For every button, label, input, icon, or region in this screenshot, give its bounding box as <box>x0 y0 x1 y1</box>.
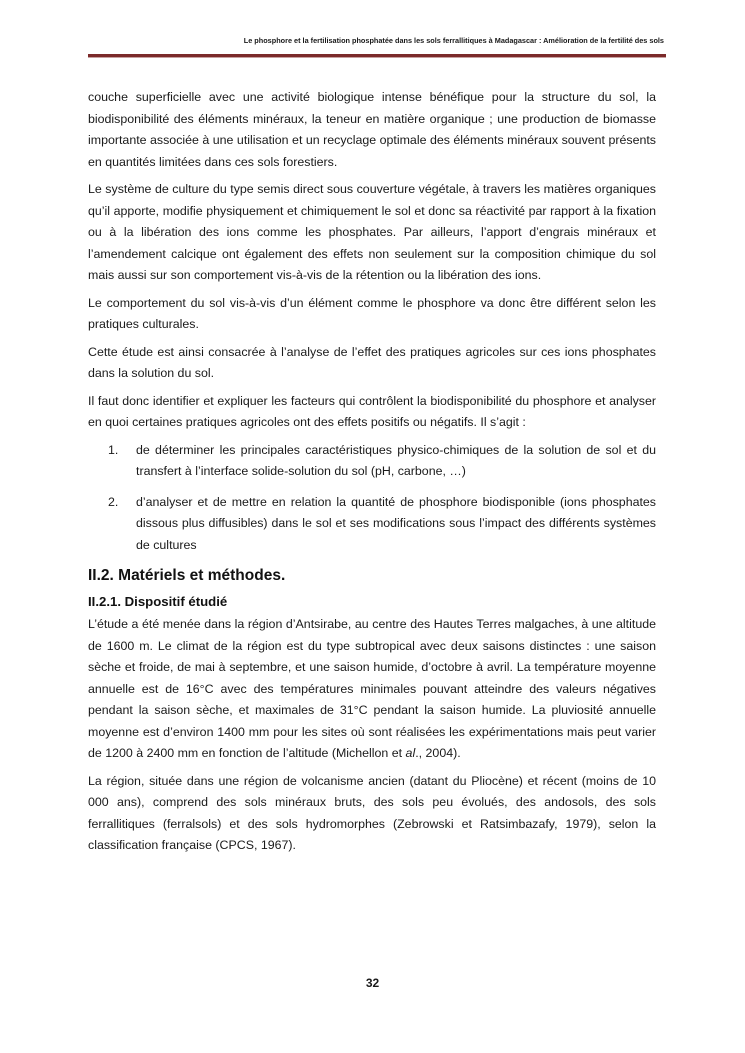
list-item <box>108 440 656 483</box>
paragraph-7: La région, située dans une région de volcanisme ancien (datant du Pliocène) et récent (moins de 10 000 ans), comprend des sols minéraux bruts, des sols peu évolués, des andosols, des sols ferrallitiques (ferralsols) et des sols hydromorphes (Zebrowski et Ratsimbazafy, 1979), selon la classification française (CPCS, 1967). <box>88 773 656 852</box>
section-heading: II.2. Matériels et méthodes. <box>88 567 286 584</box>
paragraph-4: Cette étude est ainsi consacrée à l’analyse de l’effet des pratiques agricoles sur ces ions phosphates dans la solution du sol. <box>88 344 656 380</box>
page-body <box>88 87 656 863</box>
page-number: 32 <box>365 976 380 990</box>
subsection-heading: II.2.1. Dispositif étudié <box>88 594 228 609</box>
list-item-text: d’analyser et de mettre en relation la quantité de phosphore biodisponible (ions phosphates dissous plus diffusibles) dans le sol et ses modifications sous l’impact des différents systèmes de cultures <box>136 494 656 552</box>
objectives-list <box>88 440 656 557</box>
list-item-number: 2. <box>108 494 119 509</box>
paragraph-5: Il faut donc identifier et expliquer les facteurs qui contrôlent la biodisponibilité du phosphore et analyser en quoi certaines pratiques agricoles ont des effets positifs ou négatifs. Il s’agit : <box>88 393 656 429</box>
paragraph-6-end: ., 2004). <box>415 746 461 760</box>
list-item-number: 1. <box>108 442 119 457</box>
paragraph-6-italic: al <box>405 746 416 760</box>
running-header: Le phosphore et la fertilisation phosphatée dans les sols ferrallitiques à Madagascar : Amélioration de la fertilité des sols <box>243 36 664 45</box>
list-item <box>108 492 656 557</box>
paragraph-2: Le système de culture du type semis direct sous couverture végétale, à travers les matières organiques qu’il apporte, modifie physiquement et chimiquement le sol et donc sa réactivité par rapport à la fixation ou à la libération des ions comme les phosphates. Par ailleurs, l’apport d’engrais minéraux et l’amendement calcique ont également des effets non seulement sur la composition chimique du sol mais aussi sur son comportement vis-à-vis de la rétention ou la libération des ions. <box>88 182 656 282</box>
paragraph-1: couche superficielle avec une activité biologique intense bénéfique pour la structure du sol, la biodisponibilité des éléments minéraux, la teneur en matière organique ; une production de biomasse importante associée à une utilisation et un recyclage optimale des éléments minéraux souvent présents en quantités limitées dans ces sols forestiers. <box>88 90 656 169</box>
header-rule <box>88 54 666 57</box>
paragraph-6 <box>88 614 656 765</box>
list-item-text: de déterminer les principales caractéristiques physico-chimiques de la solution de sol et du transfert à l’interface solide-solution du sol (pH, carbone, …) <box>136 442 656 478</box>
paragraph-6-text: L’étude a été menée dans la région d’Antsirabe, au centre des Hautes Terres malgaches, à une altitude de 1600 m. Le climat de la région est du type subtropical avec deux saisons distinctes : une saison sèche et froide, de mai à septembre, et une saison humide, d’octobre à avril. La température moyenne annuelle est de 16°C avec des températures minimales pouvant atteindre des valeurs négatives pendant la saison sèche, et maximales de 31°C pendant la saison humide. La pluviosité annuelle moyenne est d’environ 1400 mm pour les sites où sont réalisées les expérimentations mais peut varier de 1200 à 2400 mm en fonction de l’altitude (Michellon et <box>88 617 656 760</box>
paragraph-3: Le comportement du sol vis-à-vis d’un élément comme le phosphore va donc être différent selon les pratiques culturales. <box>88 295 656 331</box>
